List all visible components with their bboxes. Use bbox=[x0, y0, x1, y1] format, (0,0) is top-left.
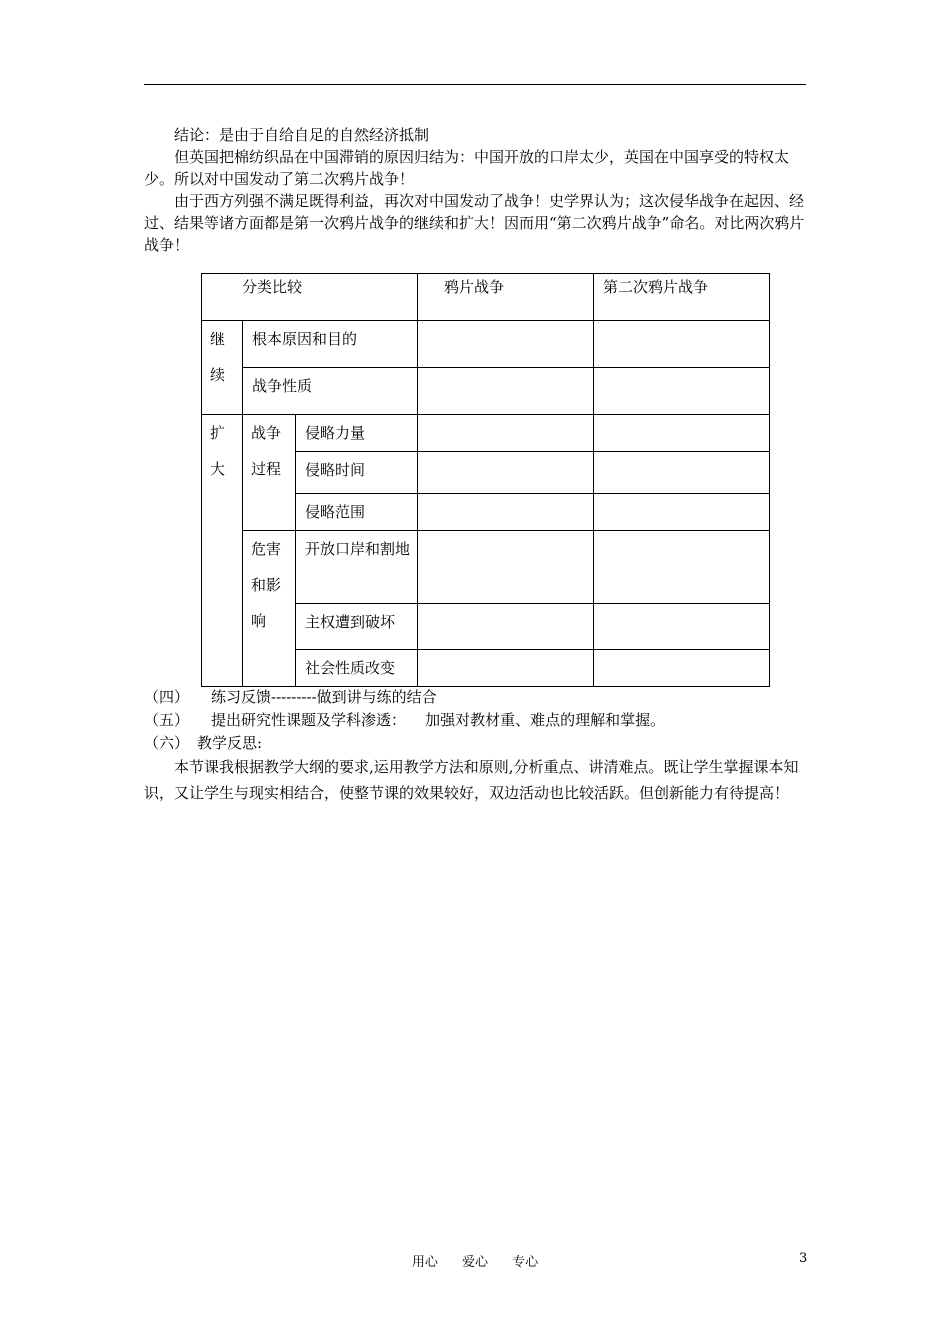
table-cell bbox=[418, 452, 594, 494]
table-cell bbox=[418, 531, 594, 604]
section-label: （六） bbox=[144, 734, 190, 752]
table-cell bbox=[594, 650, 770, 687]
table-cell bbox=[594, 452, 770, 494]
table-header-row bbox=[202, 274, 770, 321]
row-label-invasion-scope: 侵略范围 bbox=[296, 494, 418, 531]
body-text bbox=[144, 124, 808, 256]
row-label-war-nature: 战争性质 bbox=[243, 368, 418, 415]
comparison-table bbox=[201, 273, 770, 687]
row-label-invasion-time: 侵略时间 bbox=[296, 452, 418, 494]
section-five bbox=[144, 709, 808, 732]
row-label-sovereignty: 主权遭到破坏 bbox=[296, 604, 418, 650]
row-label-open-ports: 开放口岸和割地 bbox=[296, 531, 418, 604]
section-text: 提出研究性课题及学科渗透： 加强对教材重、难点的理解和掌握。 bbox=[211, 711, 666, 729]
section-label: （五） bbox=[144, 711, 190, 729]
group-continuation: 继续 bbox=[202, 321, 243, 415]
table-cell bbox=[594, 494, 770, 531]
paragraph-historians: 由于西方列强不满足既得利益，再次对中国发动了战争！史学界认为；这次侵华战争在起因、经过、结果等诸方面都是第一次鸦片战争的继续和扩大！因而用“第二次鸦片战争”命名。对比两次鸦片战争！ bbox=[144, 192, 805, 254]
footer-motto bbox=[0, 1251, 950, 1270]
table-cell bbox=[418, 604, 594, 650]
footer-item: 爱心 bbox=[461, 1255, 488, 1270]
table-cell bbox=[418, 368, 594, 415]
footer-item: 用心 bbox=[411, 1255, 438, 1270]
paragraph-reflection: 本节课我根据教学大纲的要求,运用教学方法和原则,分析重点、讲清难点。既让学生掌握课本知识，又让学生与现实相结合，使整节课的效果较好，双边活动也比较活跃。但创新能力有待提高！ bbox=[144, 758, 799, 802]
header-opium-war: 鸦片战争 bbox=[418, 274, 594, 321]
header-category: 分类比较 bbox=[202, 274, 418, 321]
table-row bbox=[202, 415, 770, 452]
table-cell bbox=[594, 531, 770, 604]
table-cell bbox=[418, 494, 594, 531]
section-four bbox=[144, 686, 808, 709]
subgroup-war-process: 战争过程 bbox=[243, 415, 296, 531]
table-cell bbox=[594, 368, 770, 415]
table-cell bbox=[418, 321, 594, 368]
header-rule bbox=[144, 84, 806, 85]
page-number: 3 bbox=[799, 1251, 808, 1266]
table-cell bbox=[418, 650, 594, 687]
sections-list bbox=[144, 686, 808, 806]
group-expansion: 扩大 bbox=[202, 415, 243, 687]
paragraph-conclusion: 结论：是由于自给自足的自然经济抵制 bbox=[174, 126, 430, 144]
section-six bbox=[144, 732, 808, 755]
table-cell bbox=[594, 415, 770, 452]
section-text: 教学反思: bbox=[197, 734, 263, 752]
table-row bbox=[202, 321, 770, 368]
table-cell bbox=[594, 604, 770, 650]
table-cell bbox=[418, 415, 594, 452]
row-label-social-nature: 社会性质改变 bbox=[296, 650, 418, 687]
subgroup-harm-impact: 危害和影响 bbox=[243, 531, 296, 687]
row-label-root-cause: 根本原因和目的 bbox=[243, 321, 418, 368]
header-second-opium-war: 第二次鸦片战争 bbox=[594, 274, 770, 321]
table-row bbox=[202, 531, 770, 604]
row-label-invasion-force: 侵略力量 bbox=[296, 415, 418, 452]
footer-item: 专心 bbox=[512, 1255, 539, 1270]
section-text: 练习反馈---------做到讲与练的结合 bbox=[211, 688, 437, 706]
section-label: （四） bbox=[144, 688, 190, 706]
table-cell bbox=[594, 321, 770, 368]
table-row bbox=[202, 368, 770, 415]
paragraph-britain-reason: 但英国把棉纺织品在中国滞销的原因归结为：中国开放的口岸太少，英国在中国享受的特权太少。所以对中国发动了第二次鸦片战争！ bbox=[144, 148, 790, 188]
